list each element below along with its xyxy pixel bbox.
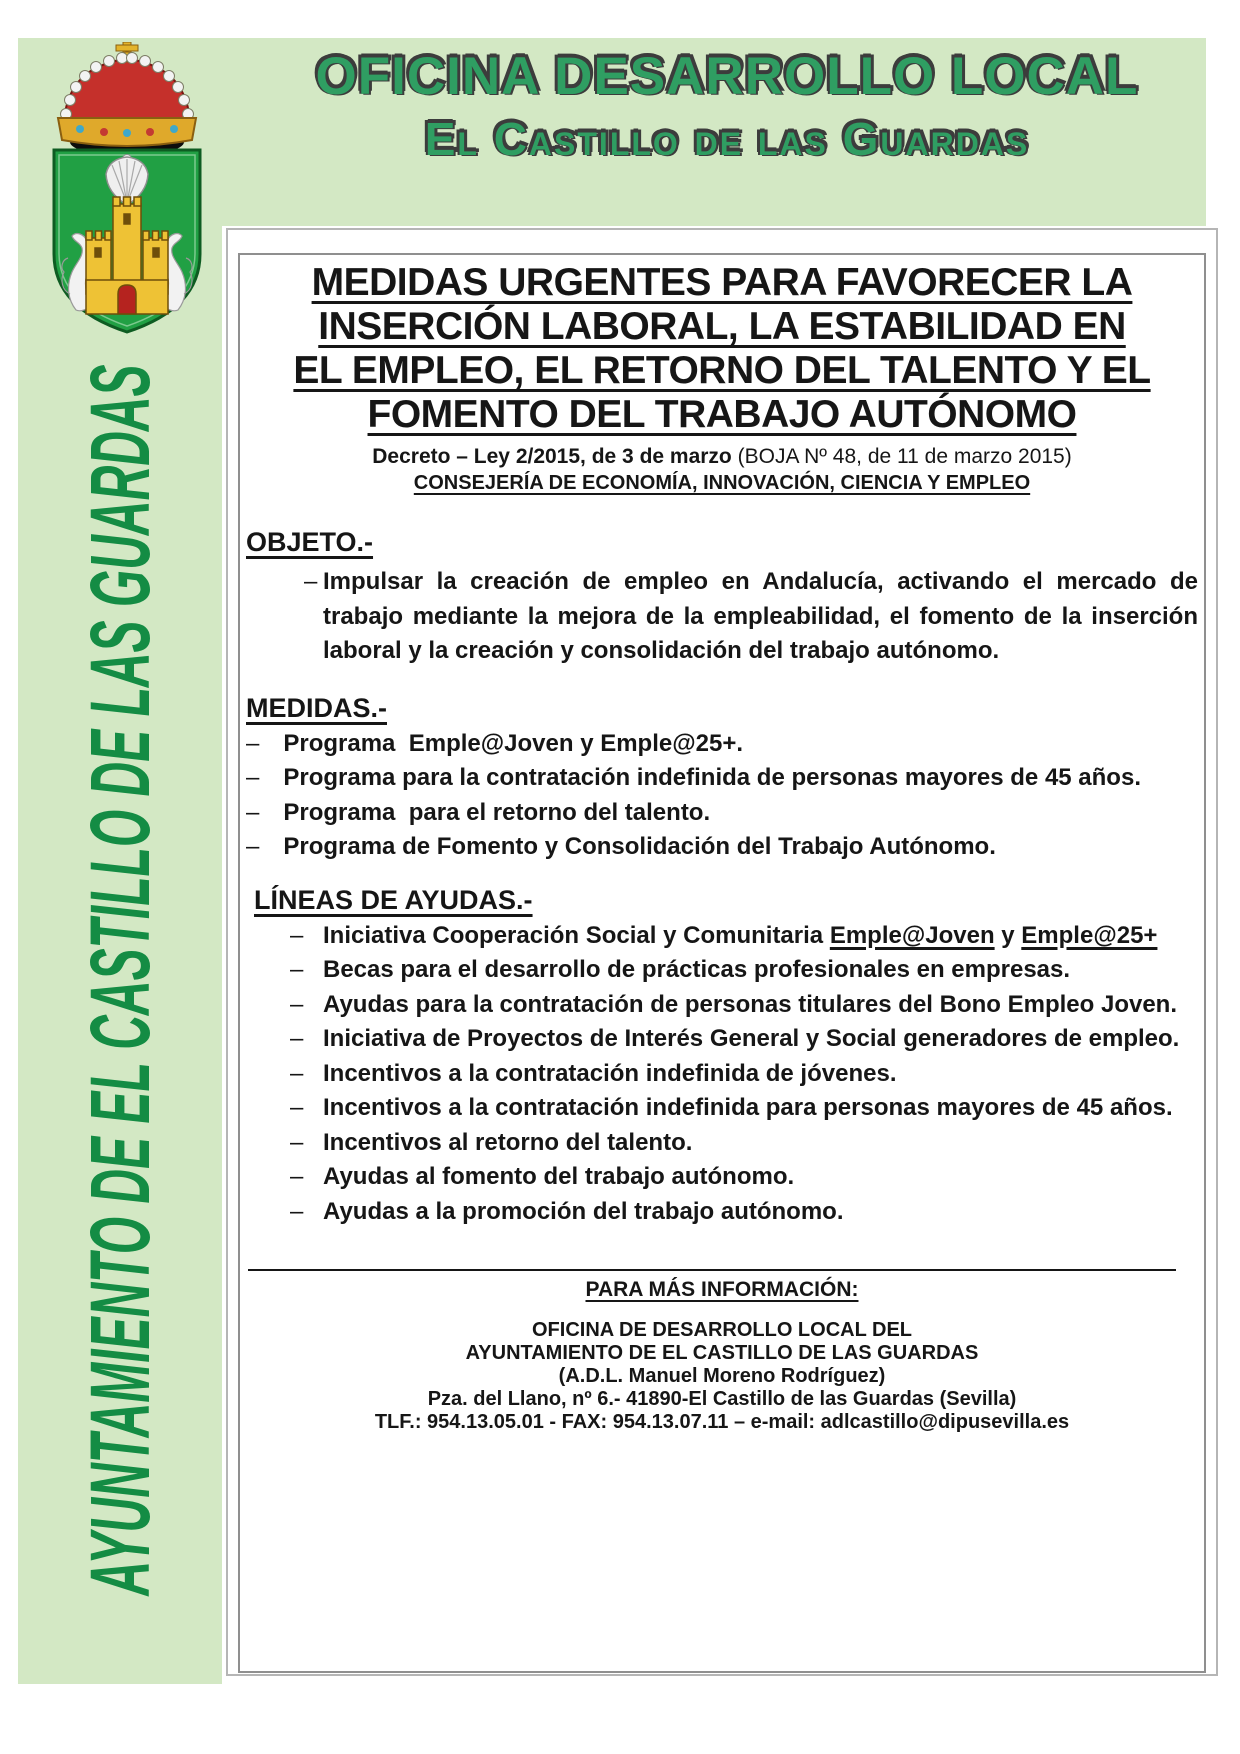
list-item: – Programa para el retorno del talento. — [246, 798, 711, 826]
section-title-lineas-de-ayudas: LÍNEAS DE AYUDAS.- — [254, 884, 533, 915]
shield-icon — [54, 150, 200, 332]
list-item: – Iniciativa Cooperación Social y Comunitaria Emple@Joven y Emple@25+ — [246, 919, 1198, 954]
list-item: – Iniciativa de Proyectos de Interés General y Social generadores de empleo. — [246, 1022, 1198, 1057]
bullet-dash: – — [290, 1128, 304, 1156]
heading-line: FOMENTO DEL TRABAJO AUTÓNOMO — [367, 393, 1077, 436]
document-heading — [246, 261, 1198, 437]
contact-line: (A.D.L. Manuel Moreno Rodríguez) — [558, 1365, 886, 1387]
contact-line: OFICINA DE DESARROLLO LOCAL DEL — [532, 1319, 912, 1341]
contact-line: TLF.: 954.13.05.01 - FAX: 954.13.07.11 – e-mail: adlcastillo@dipusevilla.es — [374, 1411, 1070, 1433]
bullet-dash: – — [290, 1025, 304, 1052]
heading-line: EL EMPLEO, EL RETORNO DEL TALENTO Y EL — [293, 349, 1151, 392]
castle-door — [118, 285, 136, 314]
list-item: – Incentivos a la contratación indefinida para personas mayores de 45 años. — [246, 1091, 1198, 1126]
list-item: – Incentivos a la contratación indefinida de jóvenes. — [246, 1057, 1198, 1092]
heading-line: MEDIDAS URGENTES PARA FAVORECER LA — [311, 261, 1133, 304]
section-title-objeto: OBJETO.- — [246, 527, 374, 557]
list-item: – Becas para el desarrollo de prácticas profesionales en empresas. — [246, 953, 1198, 988]
list-item: – Ayudas al fomento del trabajo autónomo. — [246, 1160, 1198, 1195]
bullet-dash: – — [290, 1163, 304, 1190]
list-item: – Programa de Fomento y Consolidación del Trabajo Autónomo. — [246, 833, 996, 860]
objeto-list — [246, 565, 1198, 669]
contact-line: AYUNTAMIENTO DE EL CASTILLO DE LAS GUARDAS — [465, 1342, 979, 1364]
department-line: CONSEJERÍA DE ECONOMÍA, INNOVACIÓN, CIENCIA Y EMPLEO — [413, 472, 1031, 494]
contact-line: Pza. del Llano, nº 6.- 41890-El Castillo de las Guardas (Sevilla) — [427, 1388, 1017, 1410]
bullet-dash: – — [290, 1197, 304, 1225]
footer-divider — [248, 1269, 1176, 1271]
contact-block — [246, 1319, 1198, 1434]
list-item: – Impulsar la creación de empleo en Andalucía, activando el mercado de trabajo mediante la mejora de la empleabilidad, el fomento de la inserción laboral y la creación y consolidación del trabajo autónomo. — [246, 565, 1198, 669]
office-title: OFICINA DESARROLLO LOCAL — [315, 47, 1139, 106]
decree-boja: (BOJA Nº 48, de 11 de marzo 2015) — [737, 445, 1072, 468]
section-title-medidas: MEDIDAS.- — [246, 692, 387, 723]
list-item: – Programa para la contratación indefinida de personas mayores de 45 años. — [246, 764, 1141, 791]
lineas-list — [246, 919, 1198, 1230]
bullet-dash: – — [246, 833, 260, 860]
bullet-dash: – — [290, 956, 304, 983]
list-item: – Incentivos al retorno del talento. — [246, 1126, 1198, 1161]
decree-reference — [246, 443, 1198, 470]
bullet-dash: – — [246, 798, 260, 826]
list-item: – Ayudas a la promoción del trabajo autónomo. — [246, 1195, 1198, 1230]
more-info-title: PARA MÁS INFORMACIÓN: — [585, 1278, 859, 1301]
bullet-dash: – — [290, 1094, 304, 1121]
crown-icon — [58, 42, 196, 156]
bullet-dash: – — [290, 990, 304, 1018]
heading-line: INSERCIÓN LABORAL, LA ESTABILIDAD EN — [318, 305, 1126, 348]
bullet-dash: – — [246, 764, 260, 791]
bullet-dash: – — [290, 1059, 304, 1087]
bullet-dash: – — [304, 568, 318, 595]
bullet-dash: – — [290, 921, 304, 949]
coat-of-arms-icon — [46, 42, 208, 338]
decree-name: Decreto – Ley 2/2015, de 3 de marzo — [372, 445, 738, 468]
bullet-dash: – — [246, 729, 260, 757]
sidebar-vertical-text: AYUNTAMIENTO DE EL CASTILLO DE LAS GUARDAS — [72, 363, 168, 1596]
list-item: – Programa Emple@Joven y Emple@25+. — [246, 729, 744, 757]
header — [252, 48, 1202, 165]
medidas-list — [246, 727, 1198, 865]
list-item: – Ayudas para la contratación de personas titulares del Bono Empleo Joven. — [246, 988, 1198, 1023]
municipality-title: El Castillo de las Guardas — [424, 113, 1030, 166]
document-body — [238, 253, 1206, 1673]
